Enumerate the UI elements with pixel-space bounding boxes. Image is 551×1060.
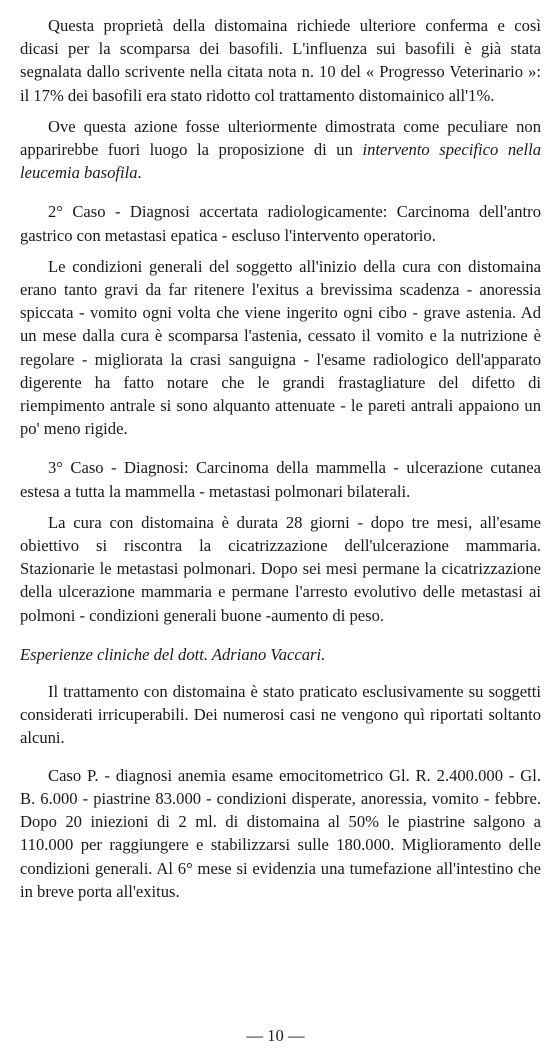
paragraph-basofili: [20, 14, 541, 107]
case-3-heading: [20, 456, 541, 502]
paragraph-text: Ove questa azione fosse ulteriormente dimostrata come peculiare non apparirebbe fuori luogo la proposizione di un: [20, 116, 541, 160]
paragraph-text: 2° Caso - Diagnosi accertata radiologicamente: Carcinoma dell'antro gastrico con metastasi epatica - escluso l'intervento operatorio.: [20, 202, 541, 245]
case-p-description: [20, 764, 541, 903]
paragraph-text: La cura con distomaina è durata 28 giorni - dopo tre mesi, all'esame obiettivo si riscontra la cicatrizzazione dell'ulcerazione mammaria. Stazionarie le metastasi polmonari. Dopo sei mesi permane la cicatrizzazione della ulcerazione mammaria e permane l'arresto evolutivo delle metastasi ai polmoni - condizioni generali buone -aumento di peso.: [20, 512, 541, 625]
case-2-description: [20, 255, 541, 441]
paragraph-text: Caso P. - diagnosi anemia esame emocitometrico Gl. R. 2.400.000 - Gl. B. 6.000 - piastrine 83.000 - condizioni disperate, anoressia, vomito - febbre. Dopo 20 iniezioni di 2 ml. di distomaina al 50% le piastrine salgono a 110.000 per raggiungere e stabilizzarsi sulle 180.000. Miglioramento delle condizioni generali. Al 6° mese si evidenzia una tumefazione all'intestino che in breve porta all'exitus.: [20, 765, 541, 901]
paragraph-text: 3° Caso - Diagnosi: Carcinoma della mammella - ulcerazione cutanea estesa a tutta la mammella - metastasi polmonari bilaterali.: [20, 458, 541, 501]
page-number: — 10 —: [246, 1026, 305, 1045]
paragraph-text: Il trattamento con distomaina è stato praticato esclusivamente su soggetti considerati irricuperabili. Dei numerosi casi ne vengono quì riportati soltanto alcuni.: [20, 682, 541, 748]
paragraph-text-end: .: [137, 163, 142, 183]
paragraph-proposizione: [20, 115, 541, 185]
section-heading: [20, 643, 541, 666]
paragraph-text: Questa proprietà della distomaina richiede ulteriore conferma e così dicasi per la scomparsa dei basofili. L'influenza sui basofili è già stata segnalata dallo scrivente nella citata nota n. 10 del « Progresso Veterinario »: il 17% dei basofili era stato ridotto col trattamento distomainico all'1%.: [20, 16, 541, 105]
case-2-heading: [20, 200, 541, 246]
case-3-description: [20, 511, 541, 627]
paragraph-trattamento: [20, 680, 541, 750]
emphasized-text: intervento specifico nella leucemia basofila: [20, 140, 541, 183]
section-heading-text: Esperienze cliniche del dott. Adriano Vaccari.: [20, 644, 326, 664]
paragraph-text: Le condizioni generali del soggetto all'inizio della cura con distomaina erano tanto gravi da far ritenere l'exitus a brevissima scadenza - anoressia spiccata - vomito ogni volta che viene ingerito ogni cibo - grave astenia. Ad un mese dalla cura è scomparsa l'astenia, cessato il vomito e la nutrizione è regolare - migliorata la crasi sanguigna - l'esame radiologico dell'apparato digerente ha fatto notare che le grandi frastagliature del difetto di riempimento antrale si sono alquanto attenuate - le pareti antrali appaiono un po' meno rigide.: [20, 256, 541, 439]
